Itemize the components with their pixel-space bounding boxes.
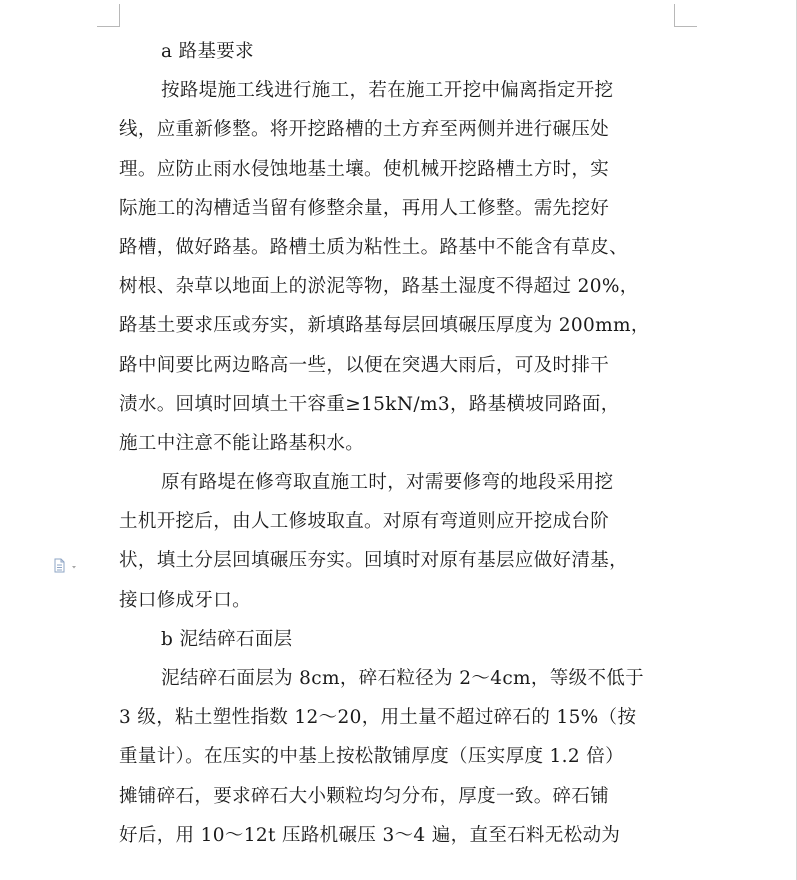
text-line: 理。应防止雨水侵蚀地基土壤。使机械开挖路槽土方时，实	[119, 158, 610, 180]
text-line: b 泥结碎石面层	[161, 628, 293, 650]
text-line: 际施工的沟槽适当留有修整余量，再用人工修整。需先挖好	[119, 197, 610, 219]
text-line: 按路堤施工线进行施工，若在施工开挖中偏离指定开挖	[161, 80, 614, 102]
text-line: 线，应重新修整。将开挖路槽的土方弃至两侧并进行碾压处	[119, 119, 610, 141]
text-line: 树根、杂草以地面上的淤泥等物，路基土湿度不得超过 20%，	[119, 276, 639, 298]
text-line: 3 级，粘土塑性指数 12～20，用土量不超过碎石的 15%（按	[119, 707, 637, 729]
text-line: 泥结碎石面层为 8cm，碎石粒径为 2～4cm，等级不低于	[161, 668, 645, 689]
text-line: 重量计）。在压实的中基上按松散铺厚度（压实厚度 1.2 倍）	[119, 746, 624, 768]
text-line: 接口修成牙口。	[119, 589, 251, 611]
page-corner-mark-top-left	[97, 4, 120, 27]
text-line: a 路基要求	[161, 41, 255, 62]
text-line: 路基土要求压或夯实，新填路基每层回填碾压厚度为 200mm，	[119, 315, 650, 337]
text-line: 施工中注意不能让路基积水。	[119, 432, 365, 454]
text-line: 土机开挖后，由人工修坡取直。对原有弯道则应开挖成台阶	[119, 511, 610, 533]
text-line: 路槽，做好路基。路槽土质为粘性土。路基中不能含有草皮、	[119, 236, 628, 258]
text-line: 路中间要比两边略高一些，以便在突遇大雨后，可及时排干	[119, 354, 610, 376]
text-line: 摊铺碎石，要求碎石大小颗粒均匀分布，厚度一致。碎石铺	[119, 785, 610, 807]
page-corner-mark-top-right	[674, 4, 697, 27]
text-line: 状，填土分层回填碾压夯实。回填时对原有基层应做好清基，	[119, 550, 628, 572]
text-line: 原有路堤在修弯取直施工时，对需要修弯的地段采用挖	[161, 472, 614, 494]
text-line: 好后，用 10～12t 压路机碾压 3～4 遍，直至石料无松动为	[119, 824, 621, 846]
document-body	[119, 32, 675, 855]
document-paragraph-icon[interactable]	[53, 558, 79, 574]
text-line: 渍水。回填时回填土干容重≥15kN/m3，路基横坡同路面，	[119, 393, 620, 415]
